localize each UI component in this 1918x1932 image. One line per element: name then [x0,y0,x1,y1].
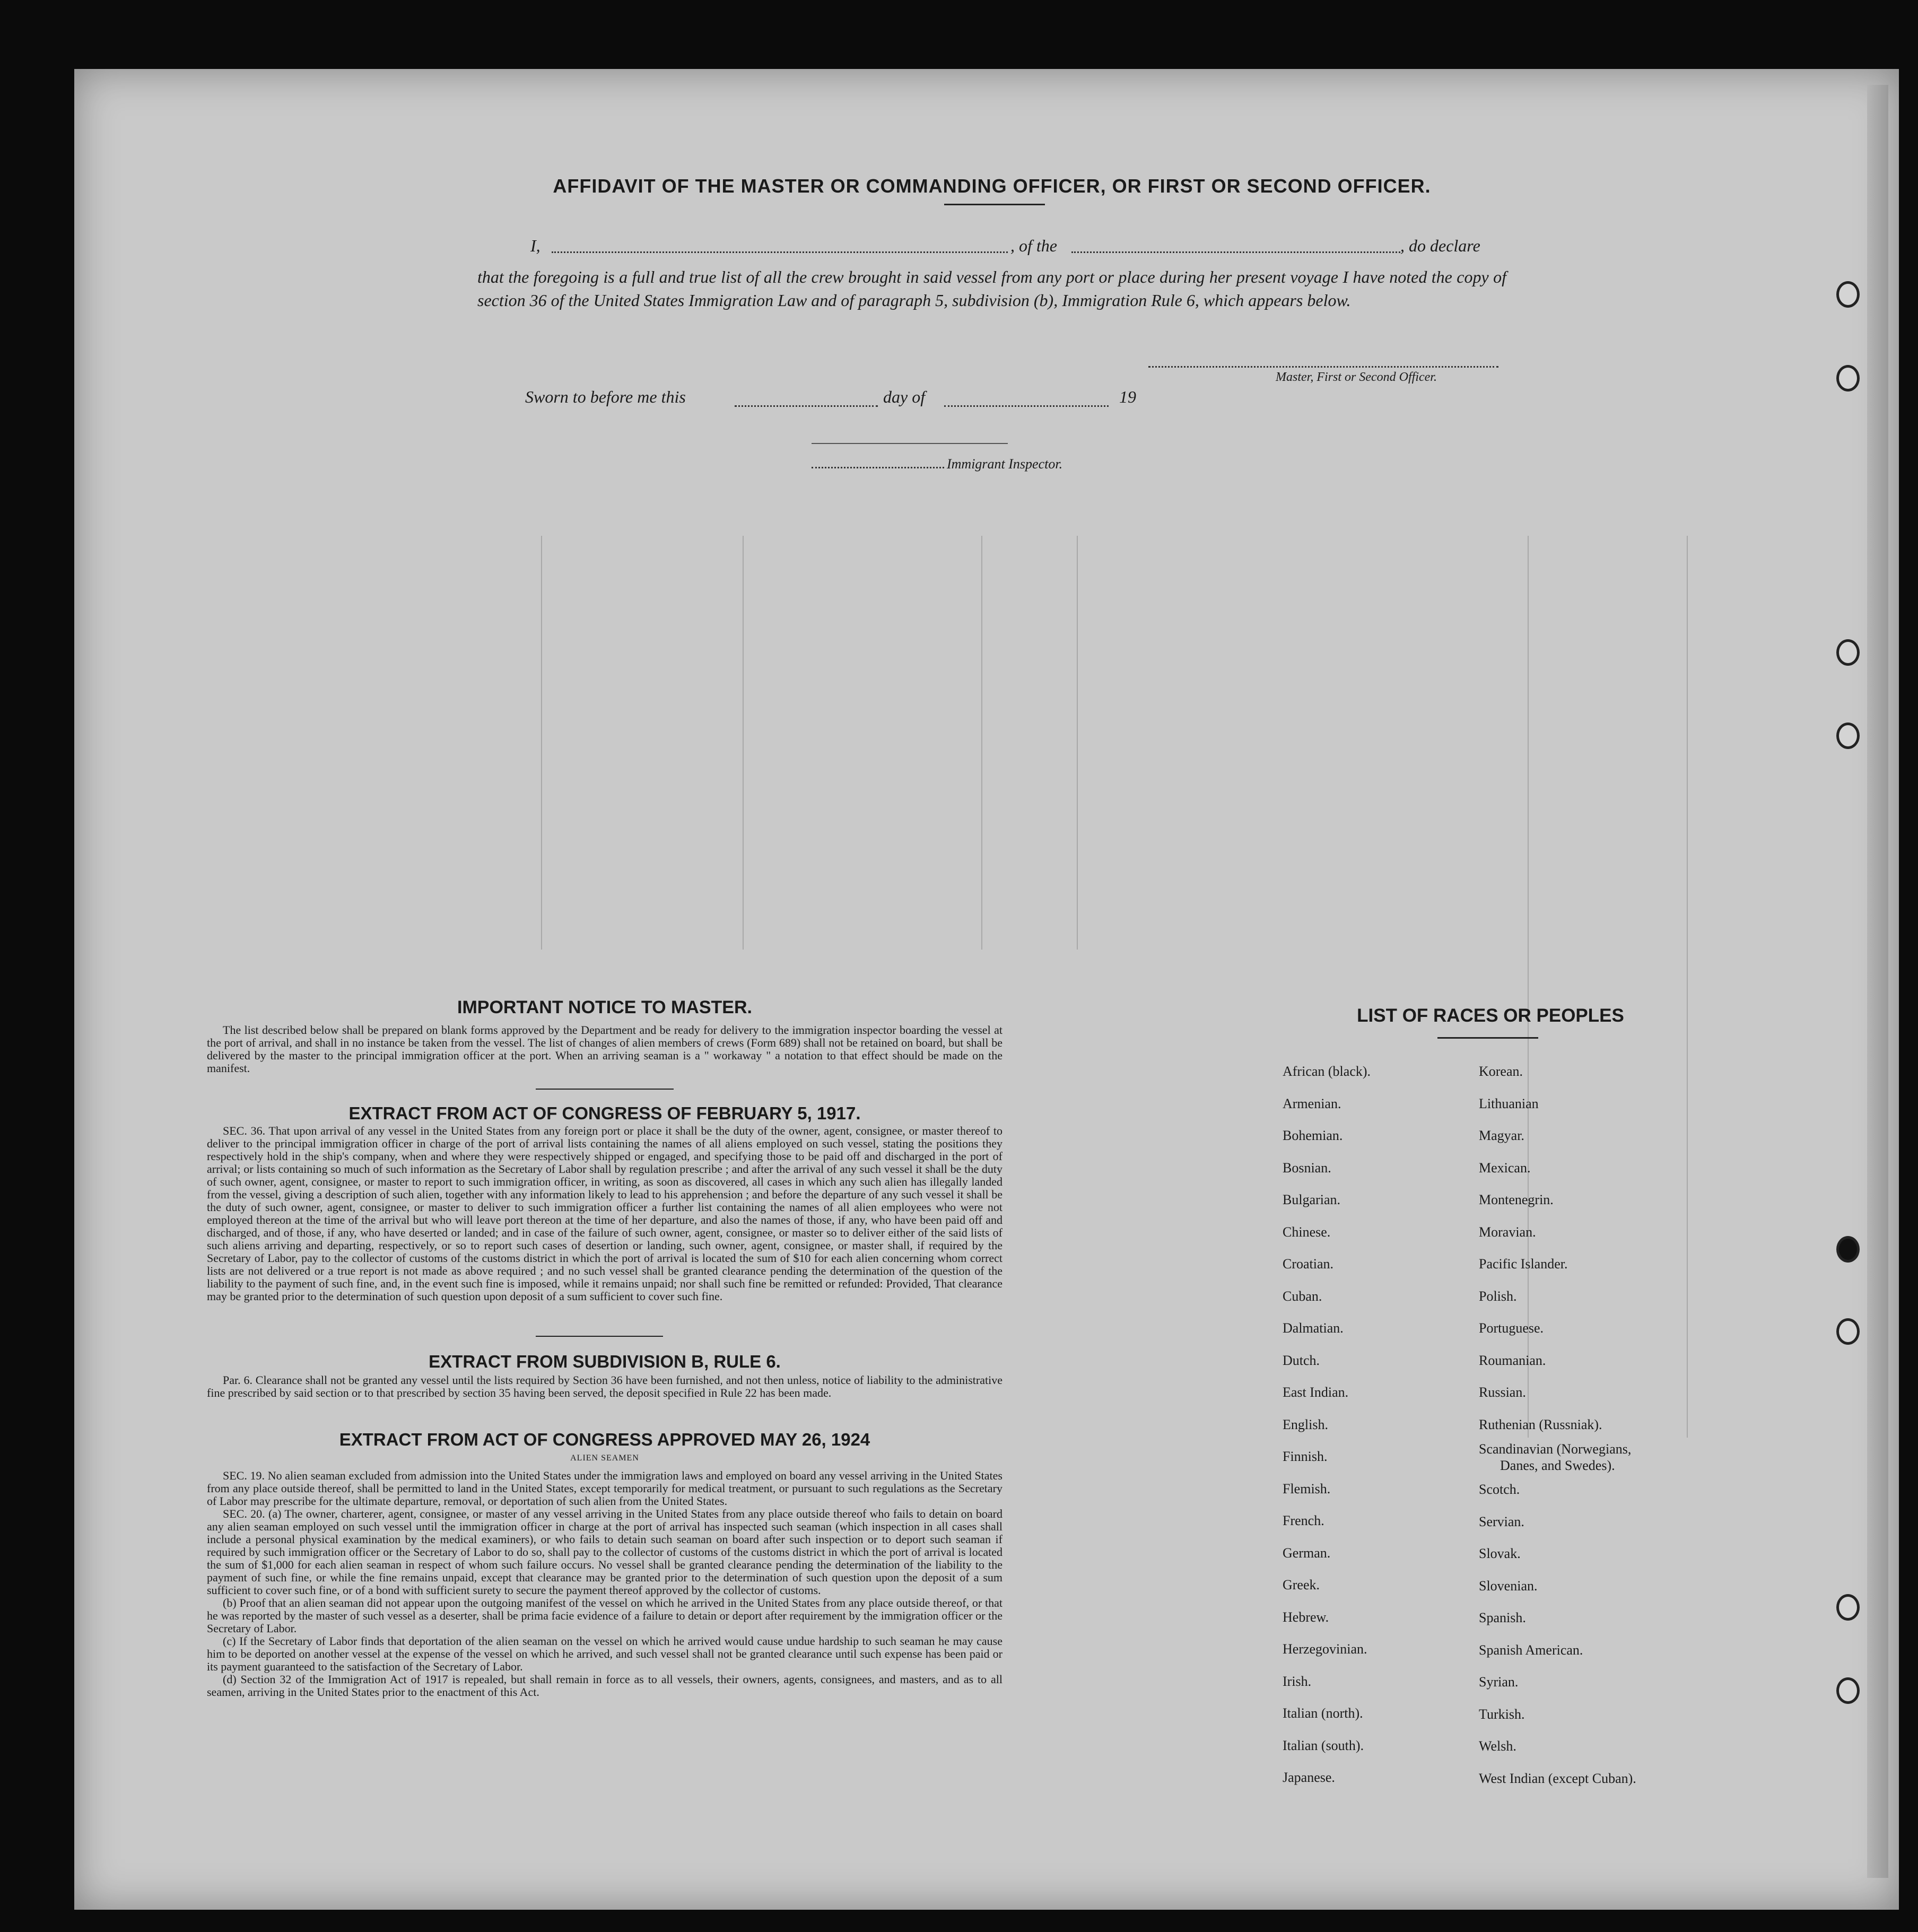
signature-label: Master, First or Second Officer. [1276,370,1437,384]
race-item: East Indian. [1283,1385,1349,1400]
race-item: Lithuanian [1479,1095,1539,1111]
sworn-month-field[interactable] [944,405,1109,407]
sec-20b: (b) Proof that an alien seaman did not appear upon the outgoing manifest of the vessel on which he arrived in the United States from any place outside thereof, or that he was reported by the master of such vessel as a deserter, shall be prima facie evidence of a failure to detain or deport after requirement by the immigration officer or the Secretary of Labor. [207,1596,1002,1635]
race-item: Bosnian. [1283,1160,1331,1176]
race-item: Herzegovinian. [1283,1641,1367,1657]
divider [1437,1037,1538,1039]
vessel-of-label: , of the [1010,236,1057,255]
race-item: English. [1283,1416,1328,1432]
bleed-line [1077,536,1078,950]
race-item: Cuban. [1283,1288,1322,1304]
races-right-column [1479,1056,1702,1795]
race-item: Italian (north). [1283,1705,1363,1721]
sec-20a: SEC. 20. (a) The owner, charterer, agent, consignee, or master of any vessel arriving in the United States from any place outside thereof who fails to detain on board any alien seaman employed on such vessel until the immigration officer in charge at the port of arrival has inspected such seaman (which inspection in all cases shall include a personal physical examination by the medical examiners), or who fails to detain such seaman on board after such inspection or to deport such seaman if required by such immigration officer or the Secretary of Labor to do so, shall pay to the collector of customs of the customs district in which the port of arrival is located the sum of $1,000 for each alien seaman in respect of whom such failure occurs. No vessel shall be granted clearance pending the determination of the liability to the payment of such fine, or while the fine remains unpaid, except that clearance may be granted prior to the determination of such question upon the deposit of a sum sufficient to cover such fine, or of a bond with sufficient surety to secure the payment thereof approved by the collector of customs. [207,1507,1002,1597]
race-item: Slovenian. [1479,1578,1538,1594]
sworn-label: Sworn to before me this [525,387,686,406]
declare-label: , do declare [1400,236,1480,255]
races-left-column [1283,1056,1484,1794]
race-item: Spanish American. [1479,1642,1583,1658]
ring-hole [1836,639,1860,666]
vessel-name-field[interactable] [1071,251,1400,253]
sec-20c: (c) If the Secretary of Labor finds that deportation of the alien seaman on the vessel on which he arrived would cause undue hardship to such seaman he may cause him to be deported on another vessel at the expense of the vessel on which he arrived, and such vessel shall not be granted clearance until such expense has been paid or its payment guaranteed to the satisfaction of the Secretary of Labor. [207,1634,1002,1673]
race-item: Mexican. [1479,1160,1531,1176]
declarant-name-field[interactable] [552,251,1008,253]
race-item: Japanese. [1283,1770,1335,1785]
race-item: Pacific Islander. [1479,1256,1568,1272]
ring-hole [1836,365,1860,391]
ring-hole [1836,1236,1860,1263]
divider [944,204,1045,205]
race-item: Servian. [1479,1513,1524,1529]
ring-hole [1836,1318,1860,1345]
race-item: Finnish. [1283,1449,1328,1464]
affidavit-body: that the foregoing is a full and true list of all the crew brought in said vessel from any port or place during her present voyage I have noted the copy of section 36 of the United States Immigration Law and of paragraph 5, subdivision (b), Immigration Rule 6, which appears below. [477,267,1506,310]
race-item: Flemish. [1283,1481,1331,1496]
race-item: Scandinavian (Norwegians, [1479,1441,1632,1457]
extract-1924-subtitle: ALIEN SEAMEN [570,1454,639,1463]
race-item: Russian. [1479,1385,1526,1400]
race-item: Roumanian. [1479,1352,1546,1368]
race-item: Slovak. [1479,1546,1521,1561]
race-item: Irish. [1283,1673,1312,1689]
bleed-line [743,536,744,950]
races-title: LIST OF RACES OR PEOPLES [1357,1005,1624,1026]
day-of-label: day of [883,387,926,406]
inspector-label: Immigrant Inspector. [947,456,1063,472]
extract-1917-body: SEC. 36. That upon arrival of any vessel in the United States from any foreign port or place it shall be the duty of the owner, agent, consignee, or master thereof to deliver to the principal immigration officer in charge of the port of arrival lists containing the names of all aliens employed on such vessel, stating the positions they respectively hold in the ship's company, when and where they were respectively shipped or engaged, and specifying those to be paid off and discharged in the port of arrival; or lists containing so much of such information as the Secretary of Labor shall by regulation prescribe ; and after the arrival of any such vessel it shall be the duty of such owner, agent, consignee, or master to report to such immigration officer, in writing, as soon as discovered, all cases in which any such alien has illegally landed from the vessel, giving a description of such alien, together with any information likely to lead to his apprehension ; and before the departure of any such vessel it shall be the duty of such owner, agent, consignee, or master to deliver to such immigration officer a further list containing the names of all alien employees who were not employed thereon at the time of the arrival but who will leave port thereon at the time of her departure, and also the names of those, if any, who have been paid off and discharged, and of those, if any, who have deserted or landed; and in case of the failure of such owner, agent, consignee, or master so to deliver either of the said lists of such aliens arriving and departing, respectively, or so to report such cases of desertion or landing, such owner, agent, consignee, or master shall, if required by the Secretary of Labor, pay to the collector of customs of the customs district in which the port of arrival is located the sum of $10 for each alien concerning whom correct lists are not delivered or a true report is not made as above required ; and no such vessel shall be granted clearance pending the determination of the question of the liability to the payment of such fine, and, in the event such fine is imposed, while it remains unpaid; nor shall such fine be remitted or refunded: Provided, That clearance may be granted prior to the determination of such question upon deposit of a sum sufficient to cover such fine. [207,1124,1002,1303]
race-item: Syrian. [1479,1674,1519,1690]
affidavit-title: AFFIDAVIT OF THE MASTER OR COMMANDING OFFICER, OR FIRST OR SECOND OFFICER. [553,175,1431,197]
bleed-line [541,536,542,950]
race-item: Polish. [1479,1288,1517,1304]
race-item: Moravian. [1479,1224,1536,1240]
race-item: Danes, and Swedes). [1500,1458,1615,1473]
race-item: Ruthenian (Russniak). [1479,1416,1602,1432]
race-item: Korean. [1479,1064,1523,1079]
sec-19: SEC. 19. No alien seaman excluded from admission into the United States under the immigration laws and employed on board any vessel arriving in the United States from any place outside thereof, shall be permitted to land in the United States, except temporarily for medical treatment, or pursuant to such regulations as the Secretary of Labor may prescribe for the ultimate departure, removal, or deportation of such alien from the United States. [207,1469,1002,1508]
extract-1924-body [207,1469,1002,1699]
race-item: Italian (south). [1283,1737,1364,1753]
divider [536,1089,674,1090]
race-item: Montenegrin. [1479,1192,1554,1207]
extract-1924-title: EXTRACT FROM ACT OF CONGRESS APPROVED MAY 26, 1924 [339,1430,870,1449]
race-item: Dalmatian. [1283,1320,1344,1336]
year-label: 19 [1119,387,1136,406]
extract-rule6-title: EXTRACT FROM SUBDIVISION B, RULE 6. [429,1352,781,1371]
race-item: African (black). [1283,1064,1371,1079]
race-item: Armenian. [1283,1095,1341,1111]
sec-20d: (d) Section 32 of the Immigration Act of 1917 is repealed, but shall remain in force as to all vessels, their owners, agents, consignees, and masters, and as to all seamen, arriving in the United States prior to the enactment of this Act. [207,1673,1002,1699]
ring-hole [1836,723,1860,749]
ring-hole [1836,281,1860,308]
ring-hole [1836,1677,1860,1704]
race-item: Scotch. [1479,1482,1520,1497]
race-item: Turkish. [1479,1706,1525,1722]
ring-hole [1836,1594,1860,1621]
race-item: Magyar. [1479,1128,1524,1143]
race-item: French. [1283,1513,1324,1528]
divider [536,1336,663,1337]
notice-body: The list described below shall be prepared on blank forms approved by the Department and be ready for delivery to the immigration inspector boarding the vessel at the port of arrival, and shall in no instance be taken from the vessel. The list of changes of alien members of crews (Form 689) shall not be retained on board, but shall be delivered by the master to the principal immigration officer at the port. When an arriving seaman is a " workaway " a notation to that effect should be made on the manifest. [207,1023,1002,1075]
race-item: Croatian. [1283,1256,1334,1272]
race-item: Bulgarian. [1283,1192,1341,1207]
bleed-line [981,536,982,950]
inspector-signature-line[interactable] [812,443,1008,444]
notice-title: IMPORTANT NOTICE TO MASTER. [457,997,752,1017]
race-item: Welsh. [1479,1738,1516,1754]
extract-1917-title: EXTRACT FROM ACT OF CONGRESS OF FEBRUARY 5, 1917. [348,1103,861,1123]
race-item: German. [1283,1545,1331,1561]
race-item: Spanish. [1479,1610,1526,1625]
race-item: Dutch. [1283,1352,1320,1368]
race-item: West Indian (except Cuban). [1479,1770,1636,1786]
extract-rule6-body: Par. 6. Clearance shall not be granted any vessel until the lists required by Section 36 have been furnished, and not then unless, notice of liability to the administrative fine prescribed by said section or to that prescribed by section 35 having been served, the deposit specified in Rule 22 has been made. [207,1373,1002,1399]
race-item: Bohemian. [1283,1128,1343,1143]
signature-field[interactable] [1148,366,1498,368]
race-item: Portuguese. [1479,1320,1544,1336]
race-item: Greek. [1283,1577,1320,1592]
declarant-prefix: I, [530,236,540,255]
race-item: Chinese. [1283,1224,1331,1240]
inspector-dotted [812,467,944,468]
sworn-day-field[interactable] [735,405,878,407]
paper-edge [1867,85,1888,1878]
race-item: Hebrew. [1283,1609,1329,1625]
